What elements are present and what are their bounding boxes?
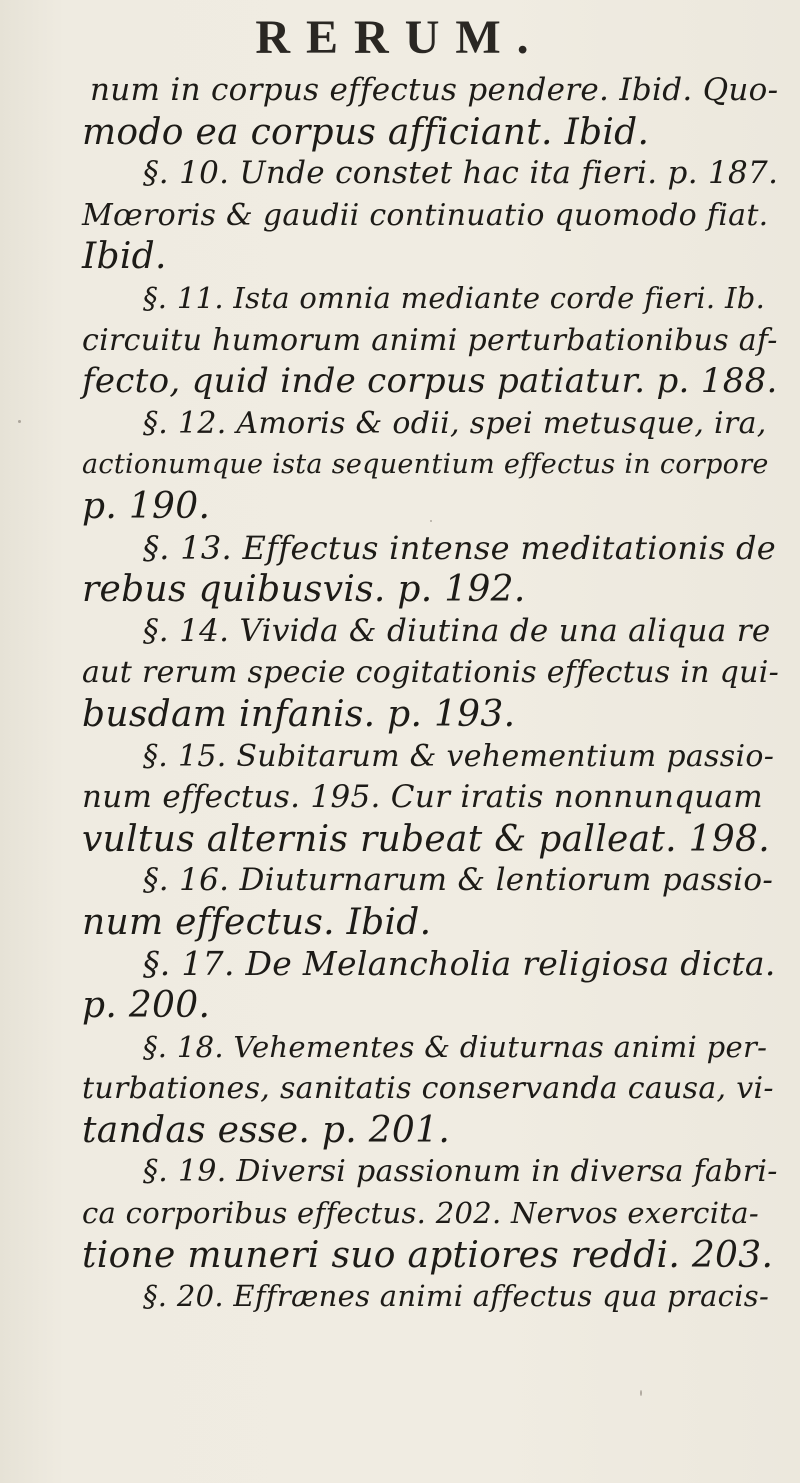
index-entry-line: Ibid. xyxy=(82,236,167,278)
index-entry-line: ca corporibus effectus. 202. Nervos exercita- xyxy=(82,1196,759,1231)
index-entry-line: vultus alternis rubeat & palleat. 198. xyxy=(82,818,770,860)
index-entry-line: p. 200. xyxy=(82,985,211,1027)
index-entry-line: num effectus. 195. Cur iratis nonnunquam xyxy=(82,779,763,816)
index-entry-start: §. 20. Effrænes animi affectus qua pracis- xyxy=(143,1279,770,1314)
paper-speck xyxy=(18,420,21,423)
index-entry-line: fecto, quid inde corpus patiatur. p. 188. xyxy=(82,361,778,402)
index-entry-line: aut rerum specie cogitationis effectus in qui- xyxy=(82,655,780,691)
paper-speck xyxy=(640,1390,642,1396)
index-entry-start: §. 18. Vehementes & diuturnas animi per- xyxy=(143,1029,768,1064)
index-entry-start: §. 13. Effectus intense meditationis de xyxy=(143,528,777,567)
index-entry-line: turbationes, sanitatis conservanda causa, vi- xyxy=(82,1071,774,1107)
index-entry-line: num effectus. Ibid. xyxy=(82,901,432,943)
index-entry-start: §. 14. Vivida & diutina de una aliqua re xyxy=(143,612,771,649)
index-entry-line: Mœroris & gaudii continuatio quomodo fiat. xyxy=(82,197,769,233)
paper-speck xyxy=(430,520,432,522)
index-entry-start: §. 17. De Melancholia religiosa dicta. xyxy=(143,944,776,984)
index-entry-line: actionumque ista sequentium effectus in corpore xyxy=(82,449,769,481)
index-entry-line: rebus quibusvis. p. 192. xyxy=(82,569,526,611)
index-entry-start: §. 10. Unde constet hac ita fieri. p. 187. xyxy=(143,155,779,192)
index-entry-line: modo ea corpus afficiant. Ibid. xyxy=(82,111,650,153)
index-entry-line: tione muneri suo aptiores reddi. 203. xyxy=(82,1234,774,1276)
running-header: RERUM. xyxy=(255,11,545,64)
index-entry-line: busdam infanis. p. 193. xyxy=(82,693,516,735)
index-entry-line: num in corpus effectus pendere. Ibid. Quo- xyxy=(90,72,779,108)
index-entry-start: §. 11. Ista omnia mediante corde fieri. Ib. xyxy=(143,280,766,315)
index-entry-line: p. 190. xyxy=(82,485,211,527)
index-text-block xyxy=(60,70,780,1318)
index-entry-start: §. 15. Subitarum & vehementium passio- xyxy=(143,738,775,774)
index-entry-line: circuitu humorum animi perturbationibus af- xyxy=(82,322,778,358)
index-entry-start: §. 12. Amoris & odii, spei metusque, ira, xyxy=(143,405,767,441)
index-entry-line: tandas esse. p. 201. xyxy=(82,1109,451,1151)
index-entry-start: §. 19. Diversi passionum in diversa fabri- xyxy=(143,1154,778,1190)
index-entry-start: §. 16. Diuturnarum & lentiorum passio- xyxy=(143,862,774,899)
